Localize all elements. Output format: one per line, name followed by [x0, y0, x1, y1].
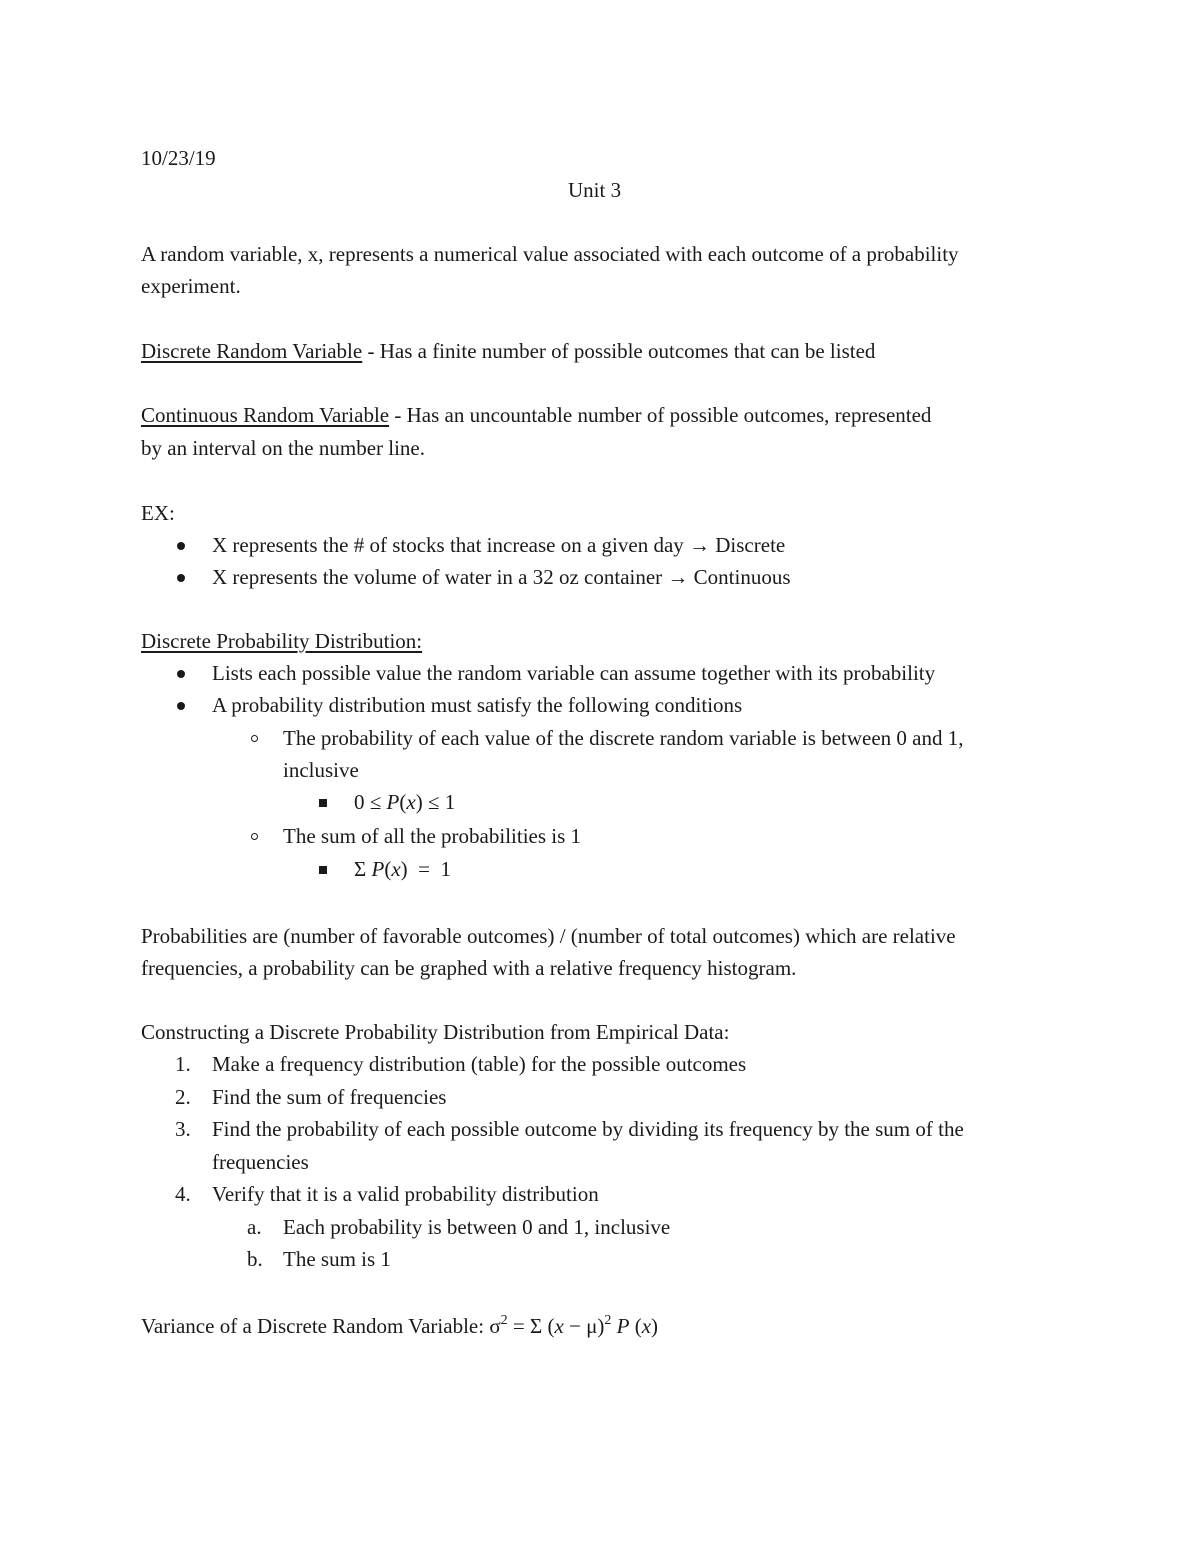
distribution-item-1: Lists each possible value the random variable can assume together with its probability — [212, 661, 936, 685]
condition-2-formula — [354, 857, 451, 881]
example-label: EX: — [141, 501, 175, 525]
constructing-heading: Constructing a Discrete Probability Distribution from Empirical Data: — [141, 1020, 730, 1044]
discrete-text: - Has a finite number of possible outcomes that can be listed — [362, 339, 876, 363]
step-number: 1. — [175, 1052, 191, 1076]
formula-part: ( — [384, 857, 392, 881]
formula-part: P — [386, 790, 400, 814]
discrete-definition — [141, 339, 875, 363]
formula-part: 0 ≤ — [354, 790, 387, 814]
substep-letter: b. — [247, 1247, 263, 1271]
formula-part: P — [611, 1314, 630, 1338]
formula-part: σ — [489, 1314, 501, 1338]
formula-part: ( — [399, 790, 407, 814]
continuous-definition — [141, 403, 931, 427]
step-number: 2. — [175, 1085, 191, 1109]
step-text: Find the probability of each possible outcome by dividing its frequency by the sum of the — [212, 1117, 964, 1141]
formula-exponent: 2 — [500, 1313, 508, 1328]
example-item-1: X represents the # of stocks that increase on a given day → Discrete — [212, 533, 786, 557]
formula-part: ) — [651, 1314, 659, 1338]
step-number: 3. — [175, 1117, 191, 1141]
formula-part: x — [554, 1314, 564, 1338]
distribution-heading: Discrete Probability Distribution: — [141, 629, 423, 653]
step-number: 4. — [175, 1182, 191, 1206]
substep-text: Each probability is between 0 and 1, inclusive — [283, 1215, 671, 1239]
continuous-line-2: by an interval on the number line. — [141, 436, 426, 460]
date: 10/23/19 — [141, 146, 216, 170]
continuous-term: Continuous Random Variable — [141, 403, 390, 427]
substep-text: The sum is 1 — [283, 1247, 391, 1271]
distribution-item-2: A probability distribution must satisfy the following conditions — [212, 693, 743, 717]
formula-part: ( — [629, 1314, 642, 1338]
formula-part: − μ) — [563, 1314, 605, 1338]
example-item-2: X represents the volume of water in a 32 oz container → Continuous — [212, 565, 791, 589]
bullet-square-icon — [319, 866, 327, 874]
bullet-circle-icon — [251, 833, 258, 840]
formula-part: x — [391, 857, 401, 881]
step-text-continued: frequencies — [212, 1150, 309, 1174]
formula-exponent: 2 — [604, 1313, 612, 1328]
bullet-square-icon — [319, 799, 327, 807]
bullet-disc-icon — [177, 702, 185, 710]
condition-2: The sum of all the probabilities is 1 — [283, 824, 582, 848]
bullet-disc-icon — [177, 670, 185, 678]
step-text: Make a frequency distribution (table) for the possible outcomes — [212, 1052, 747, 1076]
formula-part: ) = 1 — [400, 857, 451, 881]
variance-formula — [141, 1314, 658, 1338]
page-title: Unit 3 — [568, 178, 622, 202]
intro-line-2: experiment. — [141, 274, 241, 298]
formula-part: x — [406, 790, 416, 814]
step-text: Verify that it is a valid probability distribution — [212, 1182, 599, 1206]
variance-label: Variance of a Discrete Random Variable: — [141, 1314, 490, 1338]
step-text: Find the sum of frequencies — [212, 1085, 447, 1109]
condition-1-line-1: The probability of each value of the discrete random variable is between 0 and 1, — [283, 726, 964, 750]
probabilities-line-1: Probabilities are (number of favorable outcomes) / (number of total outcomes) which are relative — [141, 924, 956, 948]
continuous-text: - Has an uncountable number of possible outcomes, represented — [389, 403, 932, 427]
formula-part: x — [641, 1314, 652, 1338]
discrete-term: Discrete Random Variable — [141, 339, 363, 363]
formula-part: Σ — [354, 857, 372, 881]
formula-part: = Σ ( — [507, 1314, 555, 1338]
bullet-disc-icon — [177, 574, 185, 582]
condition-1-formula — [354, 790, 455, 814]
formula-part: ) ≤ 1 — [415, 790, 456, 814]
bullet-disc-icon — [177, 542, 185, 550]
intro-line-1: A random variable, x, represents a numerical value associated with each outcome of a probability — [141, 242, 959, 266]
bullet-circle-icon — [251, 735, 258, 742]
substep-letter: a. — [247, 1215, 262, 1239]
probabilities-line-2: frequencies, a probability can be graphed with a relative frequency histogram. — [141, 956, 797, 980]
formula-part: P — [371, 857, 385, 881]
condition-1-line-2: inclusive — [283, 758, 359, 782]
